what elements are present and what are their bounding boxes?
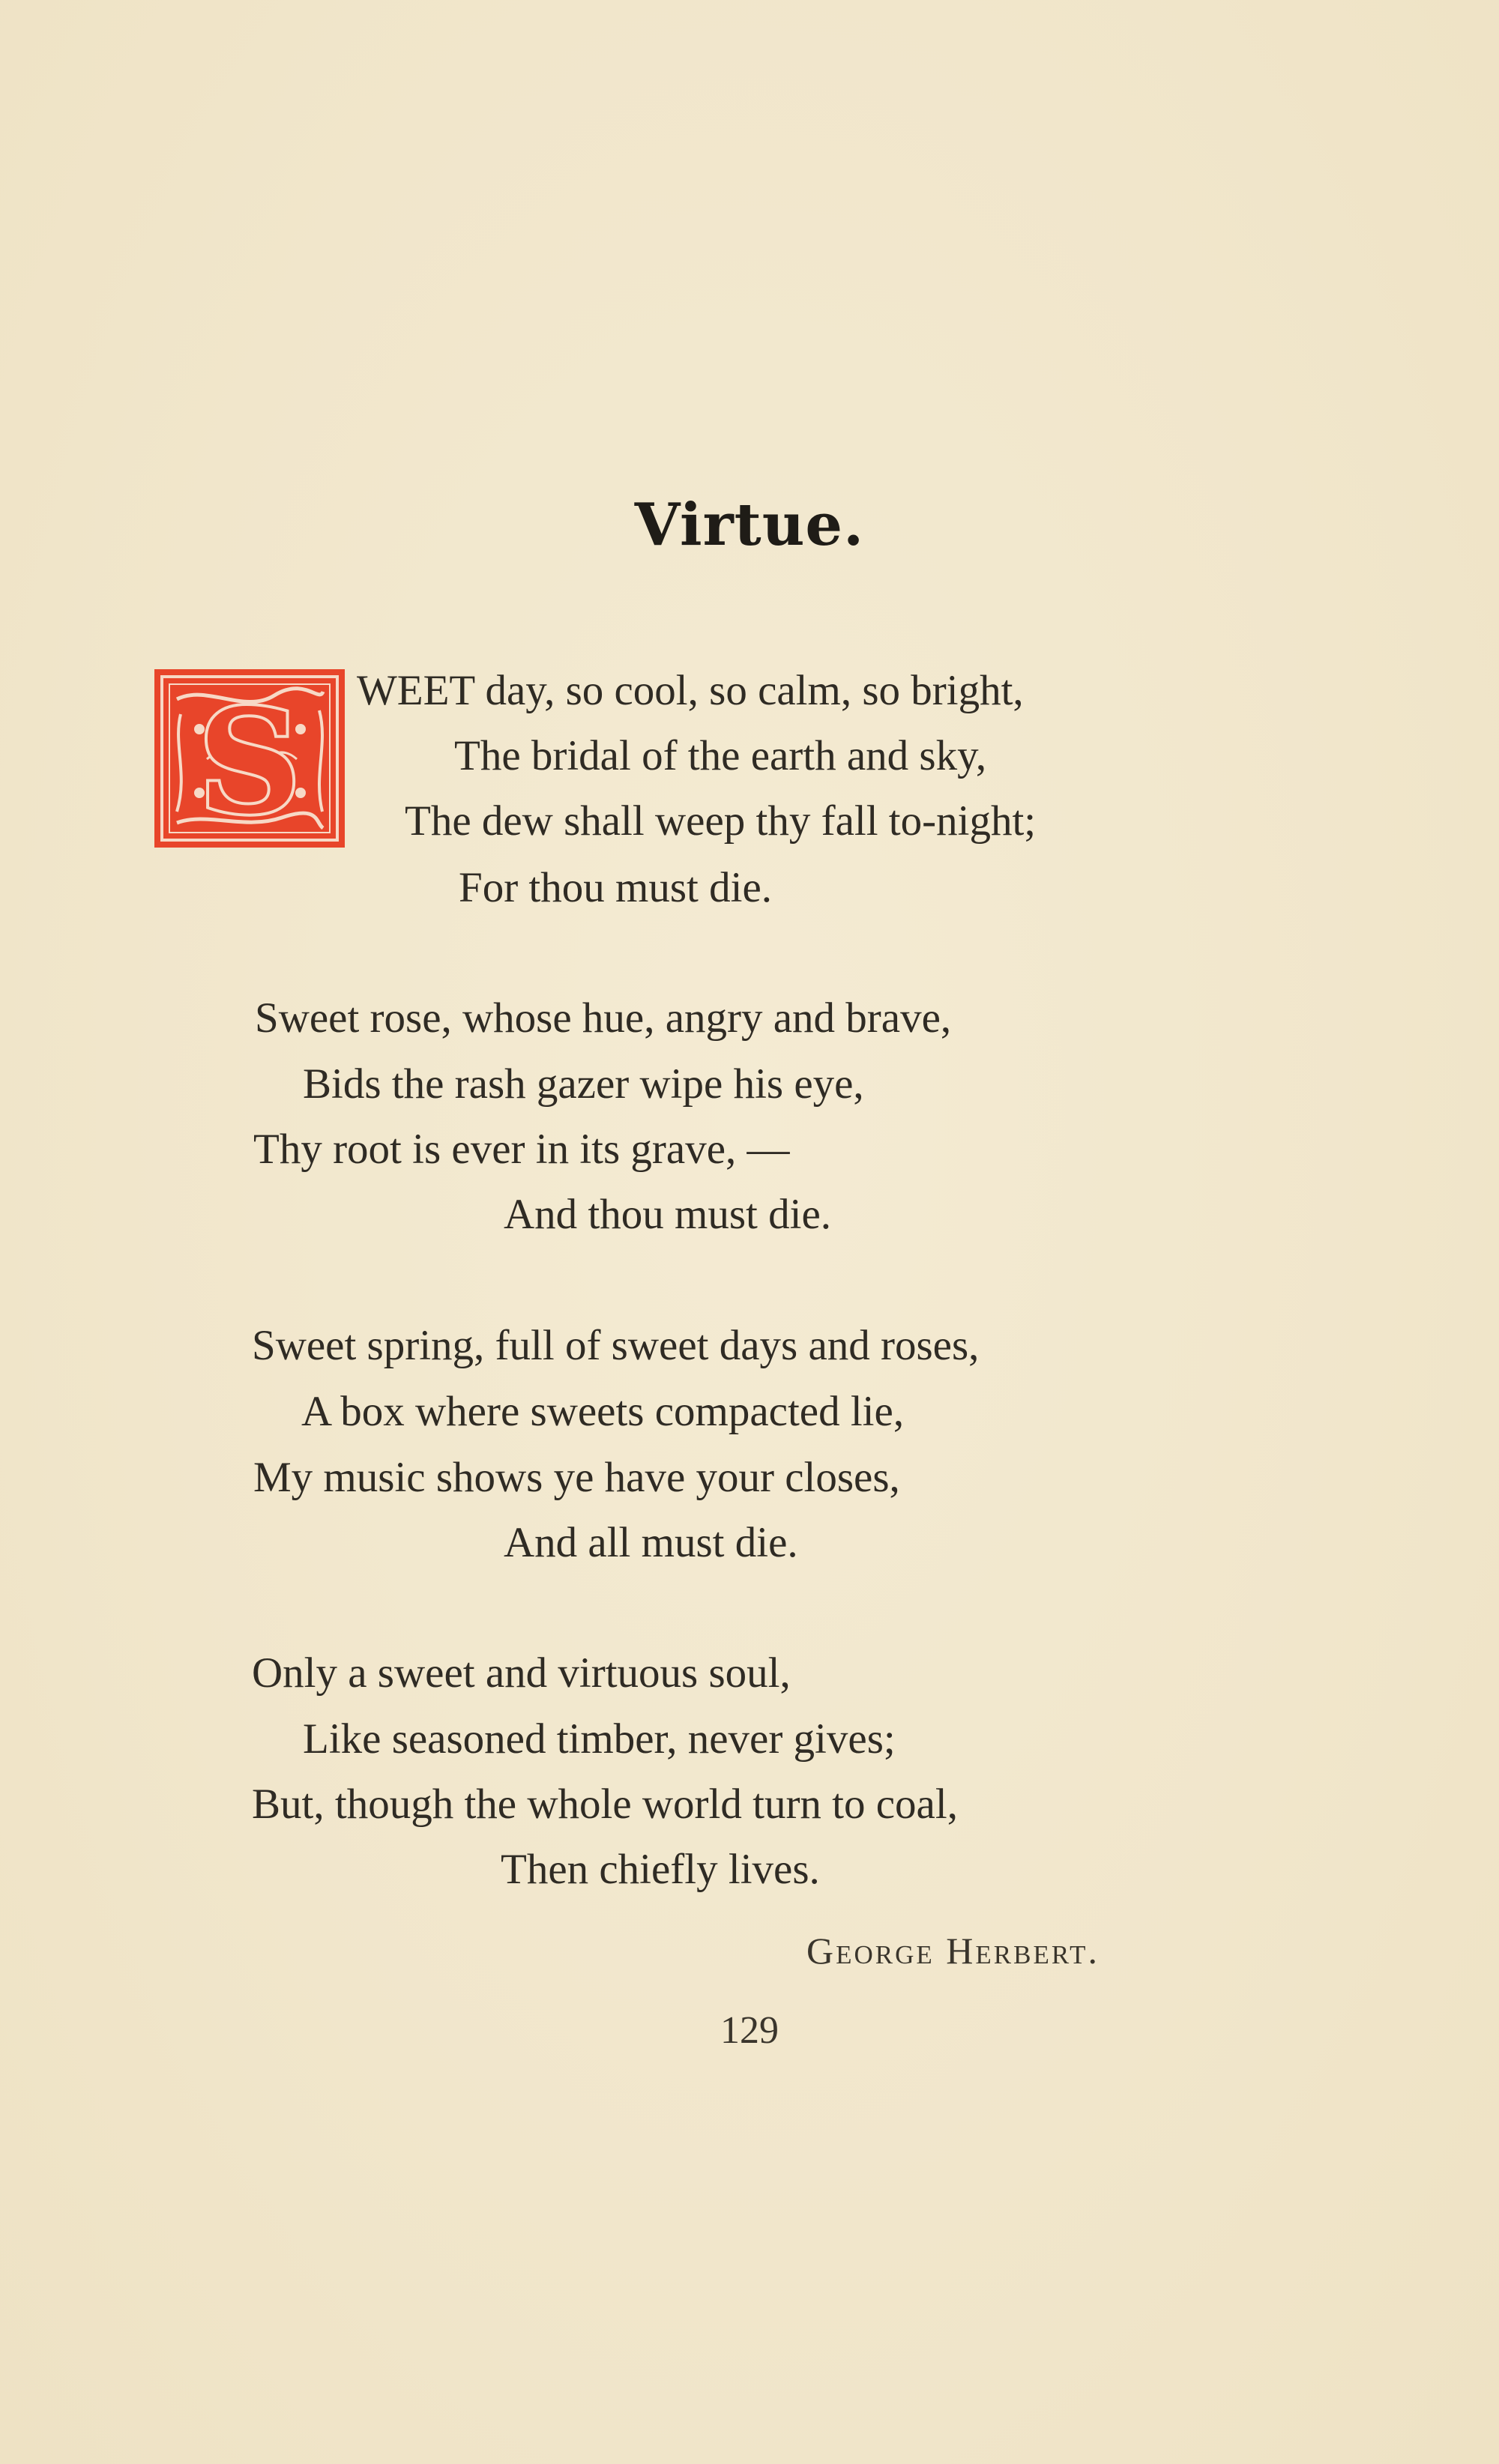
poem-line: WEET day, so cool, so calm, so bright, bbox=[357, 667, 1024, 714]
poem-line: And thou must die. bbox=[504, 1191, 831, 1238]
poem-line: Then chiefly lives. bbox=[501, 1846, 820, 1893]
poem-line: Thy root is ever in its grave, — bbox=[253, 1126, 790, 1173]
poem-line: But, though the whole world turn to coal, bbox=[252, 1781, 958, 1828]
poem-title: Virtue. bbox=[634, 491, 865, 559]
poem-line: For thou must die. bbox=[459, 864, 773, 911]
poem-line: Only a sweet and virtuous soul, bbox=[252, 1649, 791, 1697]
poem-line: A box where sweets compacted lie, bbox=[301, 1388, 905, 1435]
poem-line: My music shows ye have your closes, bbox=[253, 1454, 900, 1501]
poem-line: Bids the rash gazer wipe his eye, bbox=[303, 1060, 864, 1108]
drop-cap-initial bbox=[154, 669, 345, 848]
poem-attribution: George Herbert. bbox=[806, 1930, 1100, 1972]
poem-line: Sweet spring, full of sweet days and roses, bbox=[252, 1322, 980, 1369]
poem-line: The bridal of the earth and sky, bbox=[454, 732, 987, 779]
drop-cap-letter: S bbox=[198, 678, 301, 845]
poem-line: The dew shall weep thy fall to-night; bbox=[405, 797, 1037, 845]
poem-line: Like seasoned timber, never gives; bbox=[303, 1715, 896, 1763]
poem-line: And all must die. bbox=[504, 1519, 798, 1566]
page-number: 129 bbox=[720, 2009, 779, 2052]
poem-line: Sweet rose, whose hue, angry and brave, bbox=[255, 994, 952, 1042]
